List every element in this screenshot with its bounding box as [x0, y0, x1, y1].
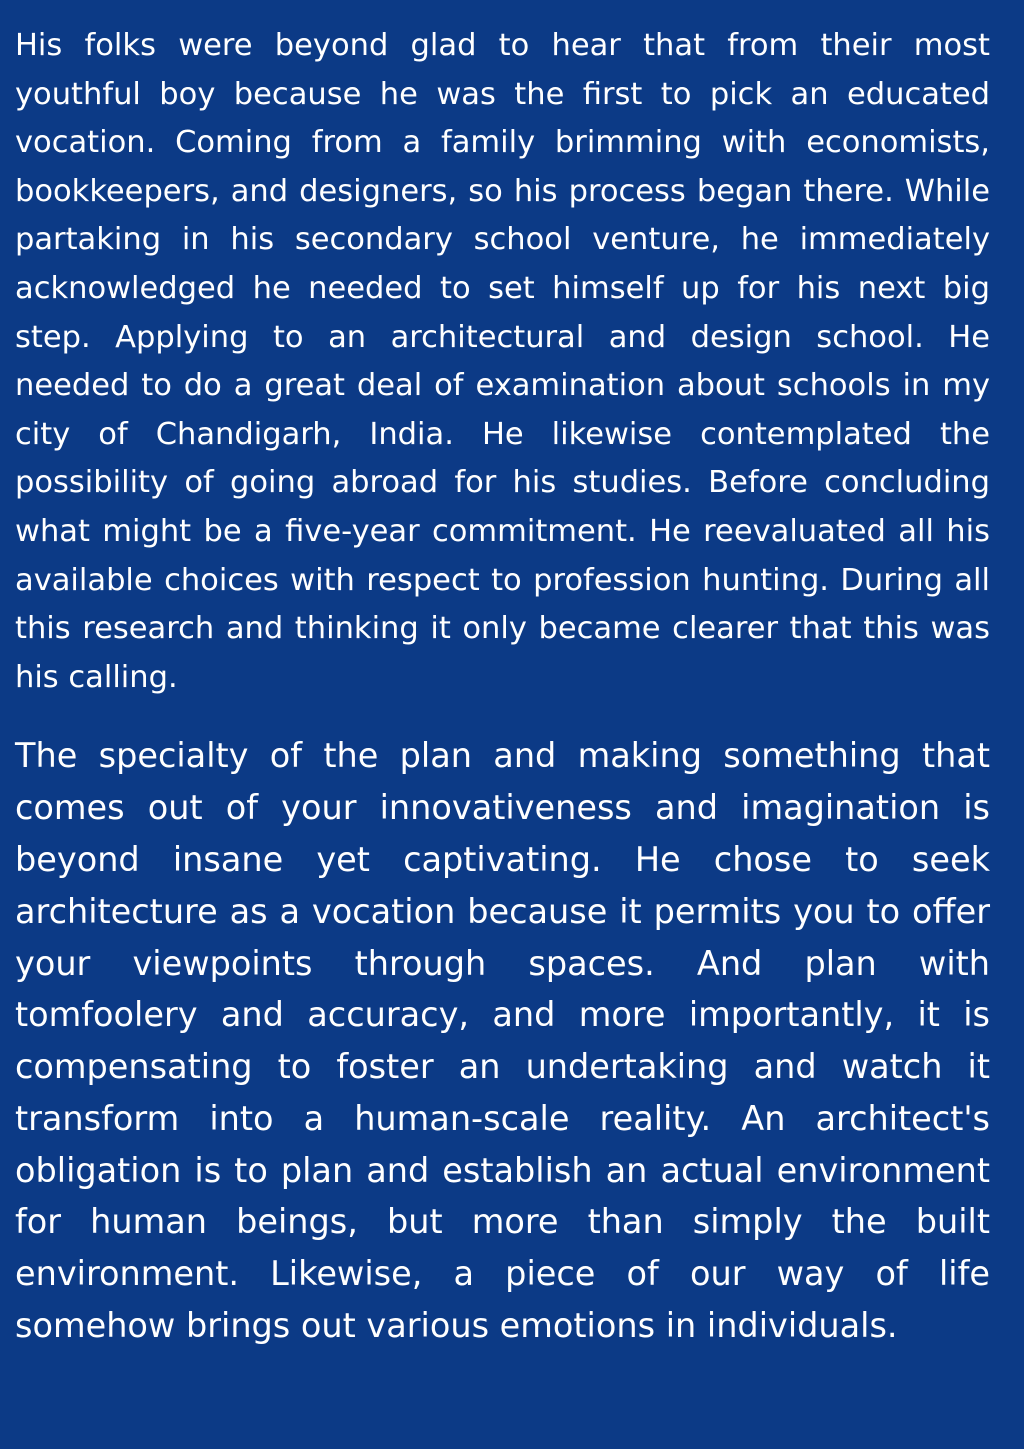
body-paragraph-1: His folks were beyond glad to hear that from their most youthful boy because he was the first to pick an educated vocation. Coming from a family brimming with economists, bookkeepers, and designers, so his process began there. While partaking in his secondary school venture, he immediately acknowledged he needed to set himself up for his next big step. Applying to an architectural and design school. He needed to do a great deal of examination about schools in my city of Chandigarh, India. He likewise contemplated the possibility of going abroad for his studies. Before concluding what might be a five-year commitment. He reevaluated all his available choices with respect to profession hunting. During all this research and thinking it only became clearer that this was his calling. — [15, 28, 990, 695]
body-paragraph-2: The specialty of the plan and making something that comes out of your innovativeness and imagination is beyond insane yet captivating. He chose to seek architecture as a vocation because it permits you to offer your viewpoints through spaces. And plan with tomfoolery and accuracy, and more importantly, it is compensating to foster an undertaking and watch it transform into a human-scale reality. An architect's obligation is to plan and establish an actual environment for human beings, but more than simply the built environment. Likewise, a piece of our way of life somehow brings out various emotions in individuals. — [15, 736, 990, 1346]
